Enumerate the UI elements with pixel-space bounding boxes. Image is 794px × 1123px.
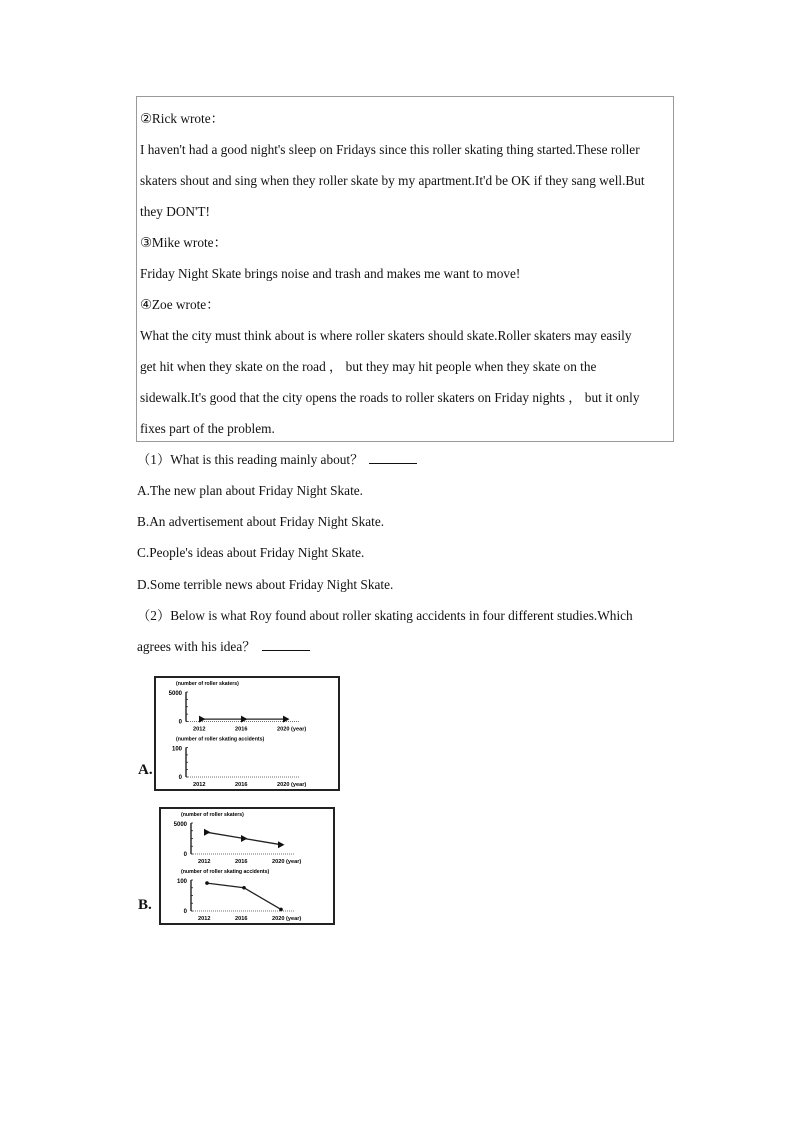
zoe-line: get hit when they skate on the road ， but they may hit people when they skate on the (140, 359, 597, 374)
x-tick-label: 2016 (235, 859, 248, 865)
data-point (278, 841, 285, 848)
x-tick-label: 2012 (193, 782, 206, 788)
y-tick-label: 0 (178, 775, 182, 781)
figure-b-label: B. (138, 897, 152, 913)
mike-header: ③Mike wrote： (140, 235, 227, 250)
x-tick-label: 2012 (198, 859, 211, 865)
answer-blank[interactable] (369, 451, 417, 464)
y-tick-label: 0 (178, 719, 182, 726)
question-2-text: agrees with his idea？ (137, 639, 256, 654)
zoe-line: What the city must think about is where roller skaters should skate.Roller skaters may easily (140, 328, 632, 343)
x-tick-label: 2016 (235, 726, 248, 733)
mike-line: Friday Night Skate brings noise and trash and makes me want to move! (140, 266, 521, 281)
figure-a-label: A. (138, 762, 153, 778)
rick-line: they DON'T! (140, 204, 210, 219)
x-tick-label: 2020 (year) (272, 916, 302, 922)
question-1-option-a: A.The new plan about Friday Night Skate. (137, 483, 364, 498)
rick-header: ②Rick wrote： (140, 111, 224, 126)
x-tick-label: 2020 (year) (272, 859, 302, 865)
chart-title: (number of roller skaters) (181, 812, 244, 818)
question-1-stem (137, 450, 417, 470)
y-tick-label: 0 (183, 909, 187, 915)
y-tick-label: 100 (176, 879, 187, 885)
data-point (204, 829, 211, 836)
chart-title: (number of roller skating accidents) (181, 869, 270, 875)
rick-line: skaters shout and sing when they roller skate by my apartment.It'd be OK if they sang well.But (140, 173, 645, 188)
question-1-option-c: C.People's ideas about Friday Night Skate. (137, 545, 365, 560)
y-tick-label: 0 (183, 852, 187, 858)
x-tick-label: 2020 (year) (277, 726, 307, 733)
data-point (205, 881, 209, 885)
rick-line: I haven't had a good night's sleep on Fridays since this roller skating thing started.These roller (140, 142, 640, 157)
passage-box (136, 96, 674, 442)
y-tick-label: 100 (171, 746, 182, 753)
question-2-stem-line-1: （2）Below is what Roy found about roller skating accidents in four different studies.Which (137, 608, 633, 623)
x-tick-label: 2016 (235, 782, 248, 788)
figure-a (154, 676, 340, 791)
question-1-option-b: B.An advertisement about Friday Night Skate. (137, 514, 385, 529)
x-tick-label: 2012 (198, 916, 211, 922)
y-tick-label: 5000 (168, 691, 182, 697)
figure-a-svg (156, 678, 338, 789)
data-point (241, 835, 248, 842)
y-tick-label: 5000 (173, 822, 187, 828)
question-2-stem-line-2 (137, 637, 310, 657)
figure-b-svg (161, 809, 333, 923)
data-point (279, 908, 283, 912)
chart-title: (number of roller skaters) (176, 681, 239, 687)
figure-b (159, 807, 335, 925)
x-tick-label: 2016 (235, 916, 248, 922)
answer-blank[interactable] (262, 638, 310, 651)
x-tick-label: 2020 (year) (277, 782, 307, 788)
question-1-text: （1）What is this reading mainly about？ (137, 452, 364, 467)
x-tick-label: 2012 (193, 726, 206, 733)
zoe-header: ④Zoe wrote： (140, 297, 220, 312)
data-point (242, 886, 246, 890)
zoe-line: sidewalk.It's good that the city opens the roads to roller skaters on Friday nights ， but it only (140, 390, 640, 405)
zoe-line: fixes part of the problem. (140, 421, 275, 436)
chart-title: (number of roller skating accidents) (176, 736, 265, 743)
question-1-option-d: D.Some terrible news about Friday Night Skate. (137, 577, 394, 592)
